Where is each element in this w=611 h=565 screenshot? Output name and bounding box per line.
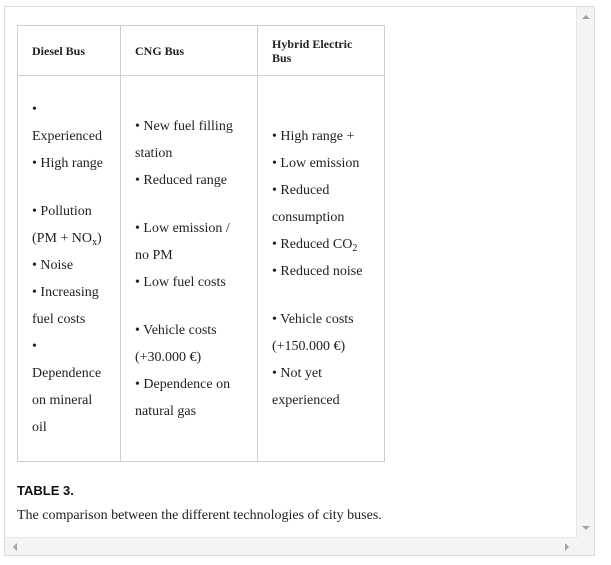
hybrid-low-emission: • Low emission — [272, 156, 360, 171]
cng-reduced-range: • Reduced range — [135, 172, 227, 188]
header-diesel-bus: Diesel Bus — [18, 26, 121, 76]
table-viewer-frame — [4, 6, 595, 556]
hybrid-not-experienced: • Not yet experienced — [272, 366, 340, 408]
diesel-noise: • Noise — [32, 258, 74, 273]
diesel-high-range: • High range — [32, 156, 103, 171]
hybrid-high-range: • High range + — [272, 129, 355, 144]
cng-low-emission: • Low emission / no PM — [135, 220, 230, 263]
cng-filling-station: • New fuel filling station — [135, 118, 233, 161]
scroll-left-arrow-icon[interactable] — [13, 543, 17, 551]
hybrid-reduced-noise: • Reduced noise — [272, 264, 363, 279]
diesel-pollution — [32, 198, 106, 252]
table-row — [18, 76, 385, 462]
horizontal-scrollbar[interactable] — [5, 537, 577, 555]
diesel-pollution-close: ) — [97, 231, 102, 246]
header-hybrid-electric-bus: Hybrid Electric Bus — [258, 26, 385, 76]
hybrid-bus-cell — [258, 76, 385, 462]
hybrid-vehicle-costs: • Vehicle costs (+150.000 €) — [272, 312, 354, 354]
cng-vehicle-costs: • Vehicle costs (+30.000 €) — [135, 322, 217, 365]
hybrid-co2-text: • Reduced CO — [272, 237, 353, 252]
diesel-experienced: • Experienced — [32, 102, 102, 144]
diesel-bus-cell — [18, 76, 121, 462]
table-content-area — [5, 7, 577, 538]
header-cng-bus: CNG Bus — [121, 26, 258, 76]
hybrid-reduced-co2 — [272, 231, 370, 258]
cng-bus-cell — [121, 76, 258, 462]
diesel-pollution-subscript: x — [92, 237, 98, 248]
scrollbar-corner — [577, 538, 594, 555]
scroll-right-arrow-icon[interactable] — [565, 543, 569, 551]
comparison-table — [17, 25, 385, 462]
hybrid-reduced-consumption: • Reduced consumption — [272, 183, 345, 225]
scroll-down-arrow-icon[interactable] — [582, 526, 590, 530]
scroll-up-arrow-icon[interactable] — [582, 15, 590, 19]
diesel-pollution-text: • Pollution (PM + NO — [32, 204, 93, 246]
diesel-fuel-costs: • Increasing fuel costs — [32, 285, 99, 327]
cng-dependence-gas: • Dependence on natural gas — [135, 376, 231, 419]
diesel-dependence: • Dependence on mineral oil — [32, 339, 102, 435]
hybrid-co2-subscript: 2 — [352, 243, 358, 254]
vertical-scrollbar[interactable] — [576, 7, 594, 538]
table-header-row — [18, 26, 385, 76]
cng-low-fuel-costs: • Low fuel costs — [135, 274, 226, 290]
table-caption-text: The comparison between the different technologies of city buses. — [17, 508, 382, 523]
table-caption-label: TABLE 3. — [17, 483, 74, 498]
